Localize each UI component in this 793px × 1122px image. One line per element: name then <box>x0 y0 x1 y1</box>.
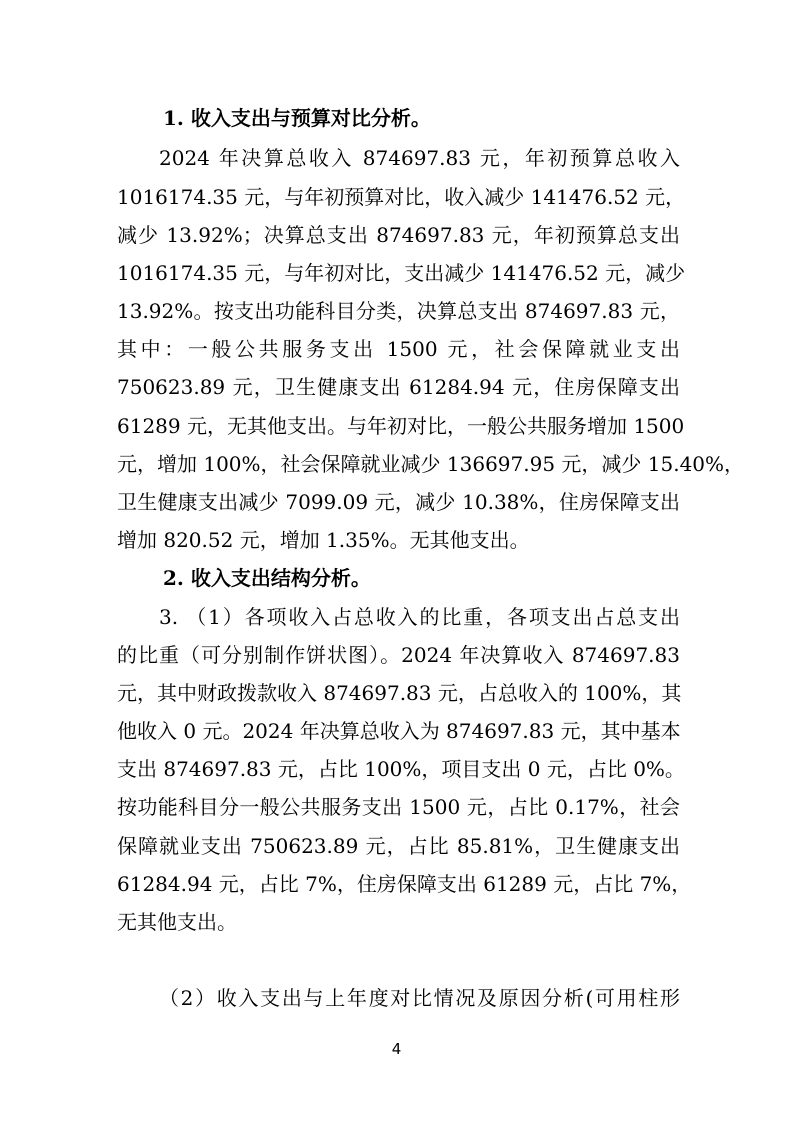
paragraph-line: 1016174.35 元，与年初预算对比，收入减少 141476.52 元， <box>117 185 686 209</box>
paragraph-line: 61289 元，无其他支出。与年初对比，一般公共服务增加 1500 <box>117 414 685 438</box>
paragraph-line: 无其他支出。 <box>117 910 237 934</box>
paragraph-line: 750623.89 元，卫生健康支出 61284.94 元，住房保障支出 <box>117 375 680 399</box>
paragraph-line: 卫生健康支出减少 7099.09 元，减少 10.38%，住房保障支出 <box>117 490 680 514</box>
paragraph-line: 支出 874697.83 元，占比 100%，项目支出 0 元，占比 0%。 <box>117 757 685 781</box>
paragraph-line: 保障就业支出 750623.89 元，占比 85.81%，卫生健康支出 <box>117 834 680 858</box>
paragraph-line: 13.92%。按支出功能科目分类，决算总支出 874697.83 元， <box>117 299 680 323</box>
paragraph-line: 元，增加 100%，社会保障就业减少 136697.95 元，减少 15.40%， <box>117 452 745 476</box>
paragraph-line: 3. （1）各项收入占总收入的比重，各项支出占总支出 <box>159 605 680 629</box>
paragraph-line: 按功能科目分一般公共服务支出 1500 元，占比 0.17%，社会 <box>117 795 680 819</box>
paragraph-line: （2）收入支出与上年度对比情况及原因分析(可用柱形 <box>159 986 680 1010</box>
paragraph-line: 他收入 0 元。2024 年决算总收入为 874697.83 元，其中基本 <box>117 719 681 743</box>
paragraph-line: 其中：一般公共服务支出 1500 元，社会保障就业支出 <box>117 337 680 361</box>
section-heading-budget-comparison: 1. 收入支出与预算对比分析。 <box>163 106 431 130</box>
paragraph-line: 元，其中财政拨款收入 874697.83 元，占总收入的 100%，其 <box>117 681 682 705</box>
paragraph-line: 1016174.35 元，与年初对比，支出减少 141476.52 元，减少 <box>117 261 686 285</box>
page-number: 4 <box>391 1040 402 1058</box>
paragraph-line: 2024 年决算总收入 874697.83 元，年初预算总收入 <box>159 146 680 170</box>
paragraph-line: 减少 13.92%；决算总支出 874697.83 元，年初预算总支出 <box>117 223 680 247</box>
paragraph-line: 61284.94 元，占比 7%，住房保障支出 61289 元，占比 7%， <box>117 872 692 896</box>
section-heading-structure-analysis: 2. 收入支出结构分析。 <box>163 566 371 590</box>
paragraph-line: 的比重（可分别制作饼状图）。2024 年决算收入 874697.83 <box>117 643 680 667</box>
paragraph-line: 增加 820.52 元，增加 1.35%。无其他支出。 <box>117 528 530 552</box>
